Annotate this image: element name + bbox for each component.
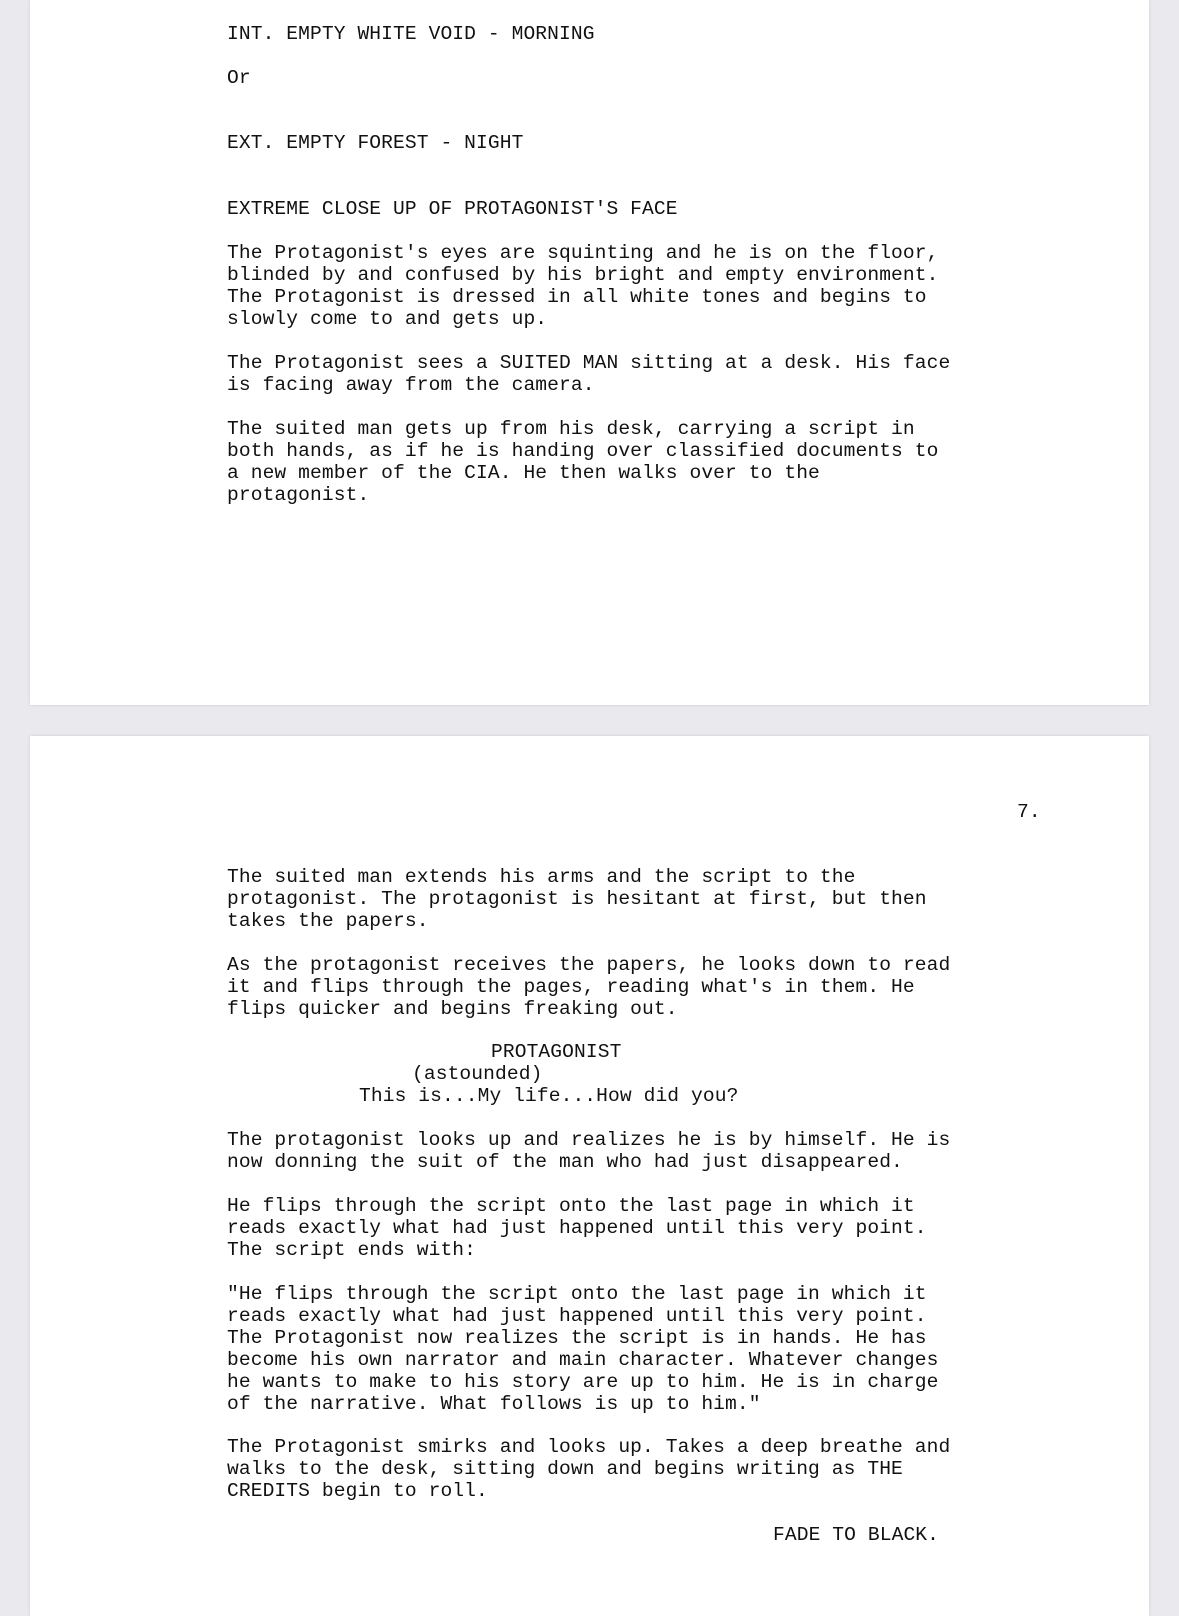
dialogue: This is...My life...How did you? bbox=[359, 1085, 739, 1107]
action-paragraph: As the protagonist receives the papers, he looks down to read it and flips through the pages, reading what's in them. He flips quicker and begins freaking out. bbox=[227, 954, 951, 1020]
character-name: PROTAGONIST bbox=[491, 1041, 622, 1063]
scene-heading: INT. EMPTY WHITE VOID - MORNING bbox=[227, 23, 595, 45]
page-number: 7. bbox=[1017, 801, 1041, 823]
action-paragraph: The suited man gets up from his desk, carrying a script in both hands, as if he is handing over classified documents to a new member of the CIA. He then walks over to the protagonist. bbox=[227, 418, 939, 506]
action-paragraph: The protagonist looks up and realizes he is by himself. He is now donning the suit of the man who had just disappeared. bbox=[227, 1129, 951, 1173]
transition: FADE TO BLACK. bbox=[773, 1524, 940, 1546]
shot-direction: EXTREME CLOSE UP OF PROTAGONIST'S FACE bbox=[227, 198, 678, 220]
action-paragraph: The Protagonist sees a SUITED MAN sitting at a desk. His face is facing away from the camera. bbox=[227, 352, 951, 396]
action-paragraph: The suited man extends his arms and the script to the protagonist. The protagonist is hesitant at first, but then takes the papers. bbox=[227, 866, 927, 932]
script-page-2 bbox=[30, 736, 1149, 1616]
script-page-1 bbox=[30, 0, 1149, 705]
alternate-label: Or bbox=[227, 67, 251, 89]
parenthetical: (astounded) bbox=[412, 1063, 543, 1085]
action-paragraph: He flips through the script onto the last page in which it reads exactly what had just happened until this very point. The script ends with: bbox=[227, 1195, 927, 1261]
action-paragraph: The Protagonist smirks and looks up. Takes a deep breathe and walks to the desk, sitting down and begins writing as THE CREDITS begin to roll. bbox=[227, 1436, 951, 1502]
scene-heading: EXT. EMPTY FOREST - NIGHT bbox=[227, 132, 524, 154]
action-paragraph: The Protagonist's eyes are squinting and he is on the floor, blinded by and confused by his bright and empty environment. The Protagonist is dressed in all white tones and begins to slowly come to and gets up. bbox=[227, 242, 939, 330]
action-paragraph: "He flips through the script onto the last page in which it reads exactly what had just happened until this very point. The Protagonist now realizes the script is in hands. He has become his own narrator and main character. Whatever changes he wants to make to his story are up to him. He is in charge of the narrative. What follows is up to him." bbox=[227, 1283, 939, 1415]
